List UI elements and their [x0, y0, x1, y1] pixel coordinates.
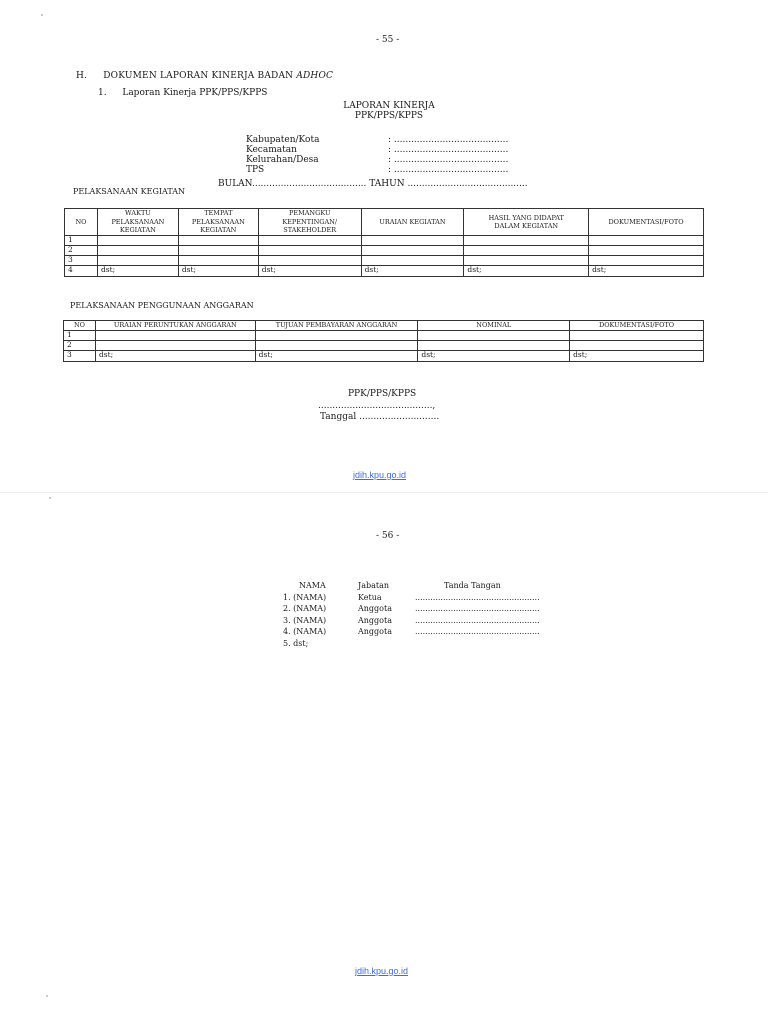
bulan-tahun-line: BULAN........................................ TAHUN .......................................... [218, 179, 528, 189]
signature-names [283, 580, 326, 649]
signature-role: Ketua [358, 592, 382, 602]
signature-name: 4. (NAMA) [283, 627, 327, 636]
header-cell: HASIL YANG DIDAPAT DALAM KEGIATAN [464, 209, 589, 236]
cell: dst; [418, 351, 570, 362]
cell: dst; [361, 266, 464, 277]
cell: 2 [65, 246, 98, 256]
scan-speck [41, 14, 43, 16]
page-number: - 56 - [376, 531, 400, 541]
cell [178, 236, 258, 246]
header-cell: PEMANGKU KEPENTINGAN/ STAKEHOLDER [258, 209, 361, 236]
cell: dst; [589, 266, 704, 277]
cell [418, 341, 570, 351]
cell [97, 236, 178, 246]
cell [464, 246, 589, 256]
form-values [388, 135, 508, 175]
activity-table-header [65, 209, 704, 236]
signature-date-line: Tanggal ............................ [320, 412, 440, 422]
cell [258, 246, 361, 256]
report-title-line: LAPORAN KINERJA [343, 101, 435, 111]
cell [258, 236, 361, 246]
form-label: TPS [246, 165, 265, 175]
subheading-text: Laporan Kinerja PPK/PPS/KPPS [122, 88, 268, 98]
signature-signs [415, 580, 540, 649]
form-labels [246, 135, 319, 175]
cell [570, 341, 704, 351]
header-cell: NOMINAL [418, 321, 570, 331]
subheading-number: 1. [98, 88, 107, 98]
cell: 3 [64, 351, 96, 362]
cell [418, 331, 570, 341]
signature-line [415, 638, 540, 650]
cell [97, 246, 178, 256]
form-label: Kelurahan/Desa [246, 155, 319, 165]
cell [255, 331, 418, 341]
cell: 2 [64, 341, 96, 351]
cell: dst; [570, 351, 704, 362]
signature-role: Anggota [358, 627, 392, 636]
signature-roles [358, 580, 392, 649]
cell [178, 256, 258, 266]
form-label: Kabupaten/Kota [246, 135, 320, 145]
header-cell: TEMPAT PELAKSANAAN KEGIATAN [178, 209, 258, 236]
section-heading [76, 71, 333, 81]
header-cell: DOKUMENTASI/FOTO [570, 321, 704, 331]
cell [589, 236, 704, 246]
signature-line: ................................................. [415, 615, 540, 625]
signature-name: 2. (NAMA) [283, 604, 327, 613]
cell: 1 [64, 331, 96, 341]
form-value: : ........................................ [388, 165, 509, 175]
page-separator [0, 492, 768, 493]
form-label: Kecamatan [246, 145, 297, 155]
cell: dst; [95, 351, 255, 362]
cell: dst; [97, 266, 178, 277]
signature-org: PPK/PPS/KPPS [348, 389, 417, 399]
cell [589, 246, 704, 256]
cell [570, 331, 704, 341]
cell [361, 246, 464, 256]
budget-table-header [64, 321, 704, 331]
signature-header-role: Jabatan [358, 581, 390, 590]
activity-table [64, 208, 704, 277]
header-cell: URAIAN PERUNTUKAN ANGGARAN [95, 321, 255, 331]
cell [97, 256, 178, 266]
footer-link[interactable]: jdih.kpu.go.id [355, 966, 409, 976]
cell: dst; [258, 266, 361, 277]
cell [95, 331, 255, 341]
report-title-line: PPK/PPS/KPPS [354, 111, 424, 121]
header-cell: NO [64, 321, 96, 331]
cell: dst; [178, 266, 258, 277]
form-value: : ........................................ [388, 135, 509, 145]
budget-table [63, 320, 704, 362]
cell [95, 341, 255, 351]
table-row [64, 331, 704, 341]
cell: dst; [464, 266, 589, 277]
cell [589, 256, 704, 266]
header-cell: URAIAN KEGIATAN [361, 209, 464, 236]
signature-name: 3. (NAMA) [283, 615, 327, 625]
table-row [64, 351, 704, 362]
header-cell: WAKTU PELAKSANAAN KEGIATAN [97, 209, 178, 236]
signature-line: ................................................. [415, 627, 540, 636]
form-value: : ........................................ [388, 155, 509, 165]
signature-name: 1. (NAMA) [283, 592, 327, 602]
signature-name: 5. dst; [283, 638, 309, 648]
table-row [65, 256, 704, 266]
report-title [339, 101, 439, 121]
table-row [65, 246, 704, 256]
header-cell: TUJUAN PEMBAYARAN ANGGARAN [255, 321, 418, 331]
table-row [65, 266, 704, 277]
header-cell: NO [65, 209, 98, 236]
cell: 4 [65, 266, 98, 277]
cell [464, 236, 589, 246]
subheading [98, 88, 267, 98]
signature-line: ................................................. [415, 592, 540, 602]
table-row [64, 341, 704, 351]
signature-header-name: NAMA [299, 581, 326, 590]
section-heading-italic: ADHOC [296, 71, 334, 81]
cell [178, 246, 258, 256]
cell [464, 256, 589, 266]
cell [258, 256, 361, 266]
section-letter: H. [76, 71, 88, 81]
footer-link[interactable]: jdih.kpu.go.id [353, 470, 407, 480]
cell: 1 [65, 236, 98, 246]
scan-speck [46, 995, 48, 997]
signature-role [358, 638, 392, 650]
table-row [65, 236, 704, 246]
header-cell: DOKUMENTASI/FOTO [589, 209, 704, 236]
section-heading-text: DOKUMEN LAPORAN KINERJA BADAN [103, 71, 297, 81]
signature-place-line: ........................................, [318, 401, 436, 411]
form-value: : ........................................ [388, 145, 509, 155]
cell [361, 236, 464, 246]
activity-section-title: PELAKSANAAN KEGIATAN [73, 187, 186, 196]
cell: 3 [65, 256, 98, 266]
cell [361, 256, 464, 266]
signature-role: Anggota [358, 604, 392, 613]
budget-section-title: PELAKSANAAN PENGGUNAAN ANGGARAN [70, 301, 254, 310]
signature-role: Anggota [358, 615, 392, 625]
signature-header-sign: Tanda Tangan [444, 581, 501, 590]
page-number: - 55 - [376, 35, 400, 45]
signature-line: ................................................. [415, 604, 540, 613]
scan-speck [49, 497, 51, 499]
cell: dst; [255, 351, 418, 362]
cell [255, 341, 418, 351]
